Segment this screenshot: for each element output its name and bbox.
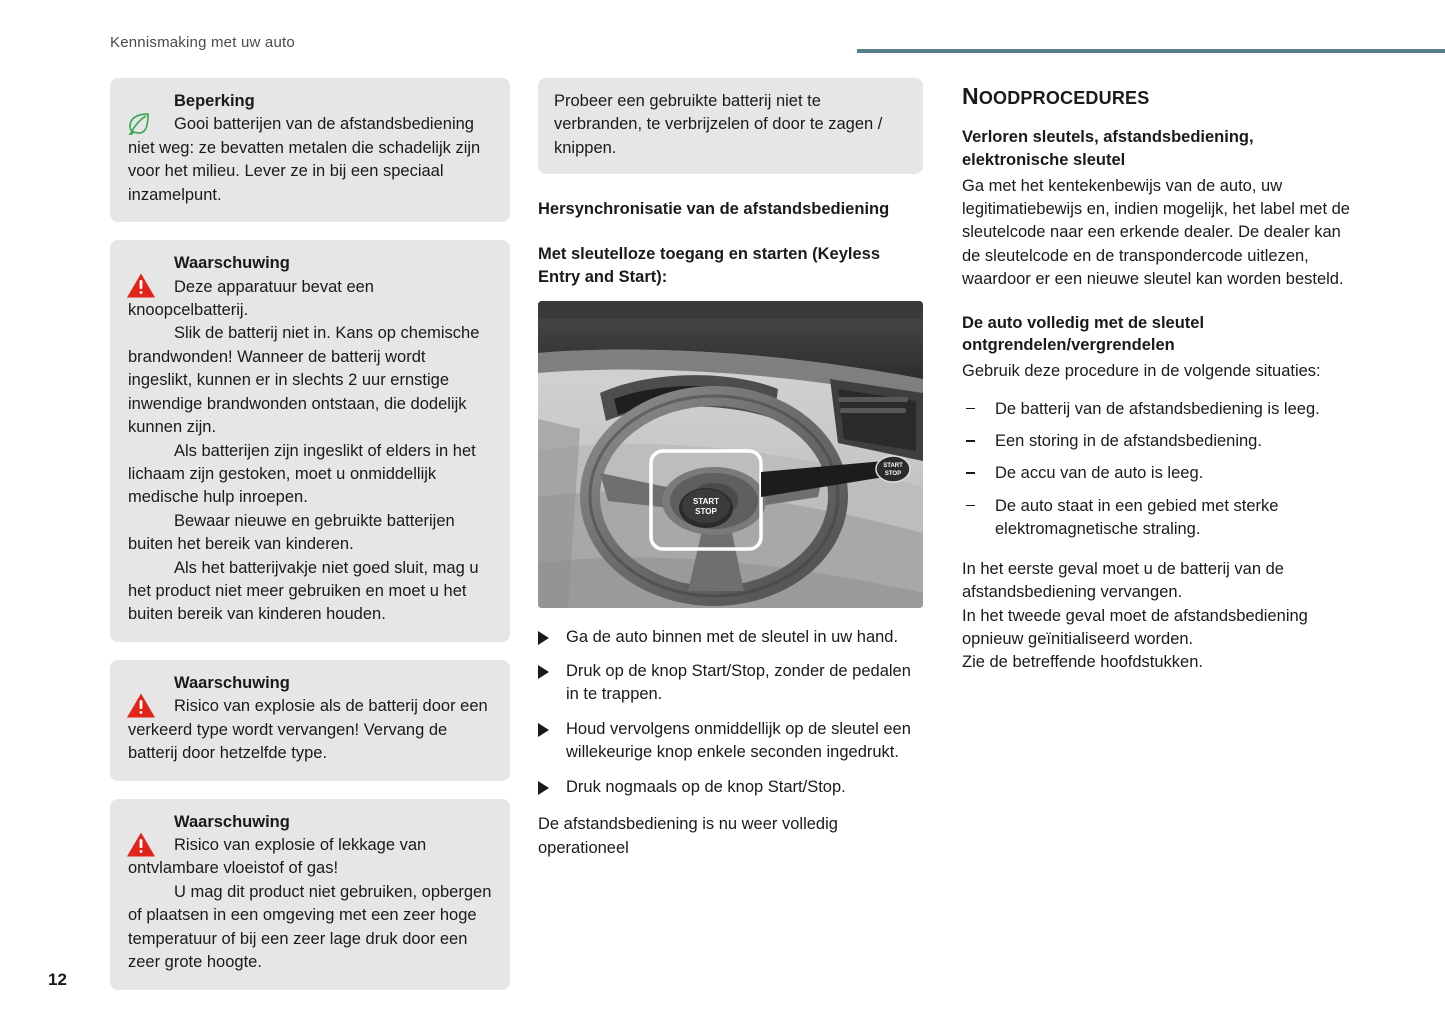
page-number: 12	[48, 970, 67, 989]
dash-bullet-icon	[966, 408, 975, 410]
callout-stop-label: STOP	[884, 470, 902, 477]
callout-title: Waarschuwing	[174, 254, 290, 273]
paragraph-verloren-sleutels: Ga met het kentekenbewijs van de auto, uw legitimatiebewijs en, indien mogelijk, het label met de sleutelcode naar een erkende dealer. De dealer kan de sleutelcode en de transpondercode uitlezen, waardoor er een nieuwe sleutel kan worden besteld.	[962, 176, 1350, 289]
list-item-label: Een storing in de afstandsbediening.	[995, 432, 1262, 451]
start-stop-button-label-line2: STOP	[695, 506, 717, 516]
callout-title: Waarschuwing	[174, 812, 290, 831]
list-item	[538, 660, 923, 707]
resync-steps-list	[538, 626, 923, 800]
list-item-label: De batterij van de afstandsbediening is leeg.	[995, 399, 1320, 418]
callout-body: Gooi batterijen van de afstandsbediening niet weg: ze bevatten metalen die schadelijk zijn voor het milieu. Lever ze in bij een speciaal inzamelpunt.	[128, 115, 481, 204]
list-item-label: Houd vervolgens onmiddellijk op de sleutel een willekeurige knop enkele seconden ingedrukt.	[566, 719, 911, 762]
list-item-label: Druk nogmaals op de knop Start/Stop.	[566, 777, 846, 796]
callout-body-2: Slik de batterij niet in. Kans op chemische brandwonden! Wanneer de batterij wordt ingeslikt, kunnen er in slechts 2 uur ernstige inwendige brandwonden ontstaan, die dodelijk kunnen zijn.	[128, 324, 480, 437]
callout-waarschuwing-lekkage	[110, 799, 510, 990]
list-item	[538, 776, 923, 799]
warning-icon	[126, 692, 158, 724]
heading-ontgrendelen: De auto volledig met de sleutel ontgrendelen/vergrendelen	[962, 313, 1205, 355]
column-middle	[538, 78, 923, 860]
triangle-bullet-icon	[538, 631, 549, 645]
start-stop-button-label-line1: START	[692, 496, 720, 506]
column-left	[110, 78, 510, 1008]
callout-body: Risico van explosie als de batterij door een verkeerd type wordt vervangen! Vervang de batterij door hetzelfde type.	[128, 697, 488, 763]
heading-keyless-entry: Met sleutelloze toegang en starten (Keyless Entry and Start):	[538, 245, 881, 286]
warning-icon	[126, 272, 158, 304]
leaf-icon	[126, 110, 158, 142]
section-title-rest: OODPROCEDURES	[978, 88, 1150, 108]
dash-bullet-icon	[966, 440, 975, 442]
paragraph-procedure-intro: Gebruik deze procedure in de volgende situaties:	[962, 362, 1321, 381]
list-item	[962, 495, 1362, 542]
heading-verloren-sleutels: Verloren sleutels, afstandsbediening, elektronische sleutel	[962, 128, 1254, 169]
callout-body-5: Als het batterijvakje niet goed sluit, mag u het product niet meer gebruiken en moet u het buiten bereik van kinderen houden.	[128, 558, 479, 624]
callout-body: Risico van explosie of lekkage van ontvlambare vloeistof of gas!	[128, 836, 427, 878]
warning-icon	[126, 831, 158, 863]
list-item-label: Druk op de knop Start/Stop, zonder de pedalen in te trappen.	[566, 661, 911, 704]
battery-disposal-note: Probeer een gebruikte batterij niet te verbranden, te verbrijzelen of door te zagen / knippen.	[538, 78, 923, 174]
list-item-label: De accu van de auto is leeg.	[995, 464, 1204, 483]
list-item-label: Ga de auto binnen met de sleutel in uw hand.	[566, 627, 899, 646]
callout-beperking	[110, 78, 510, 222]
callout-body-3: Als batterijen zijn ingeslikt of elders in het lichaam zijn gestoken, moet u onmiddellijk medische hulp inroepen.	[128, 441, 476, 507]
section-title	[962, 83, 1362, 110]
dash-bullet-icon	[966, 472, 975, 474]
list-item	[962, 430, 1362, 453]
callout-body-4: Bewaar nieuwe en gebruikte batterijen buiten het bereik van kinderen.	[128, 511, 455, 554]
callout-title: Beperking	[174, 92, 255, 110]
dash-bullet-icon	[966, 505, 975, 507]
triangle-bullet-icon	[538, 665, 549, 679]
callout-start-label: START	[883, 462, 903, 469]
list-item-label: De auto staat in een gebied met sterke elektromagnetische straling.	[995, 496, 1279, 539]
resync-closing-text: De afstandsbediening is nu weer volledig operationeel	[538, 815, 838, 857]
heading-hersynchronisatie: Hersynchronisatie van de afstandsbediening	[538, 200, 890, 219]
list-item	[538, 626, 923, 649]
paragraph-eerste-geval: In het eerste geval moet u de batterij van de afstandsbediening vervangen.	[962, 559, 1284, 602]
triangle-bullet-icon	[538, 723, 549, 737]
triangle-bullet-icon	[538, 781, 549, 795]
paragraph-tweede-geval: In het tweede geval moet de afstandsbediening opnieuw geïnitialiseerd worden.	[962, 606, 1308, 648]
header-title: Kennismaking met uw auto	[110, 34, 295, 51]
page-header	[0, 34, 1445, 58]
steering-wheel-start-stop-illustration	[538, 301, 923, 608]
paragraph-zie-hoofdstukken: Zie de betreffende hoofdstukken.	[962, 653, 1203, 672]
situations-list	[962, 398, 1362, 542]
callout-waarschuwing-knoopcel	[110, 240, 510, 642]
callout-body: Deze apparatuur bevat een knoopcelbatterij.	[128, 277, 374, 319]
list-item	[962, 462, 1362, 485]
column-right	[962, 78, 1362, 675]
section-title-initial: N	[962, 83, 979, 109]
list-item	[962, 398, 1362, 421]
callout-body-2: U mag dit product niet gebruiken, opbergen of plaatsen in een omgeving met een zeer hoge temperatuur of bij een zeer lage druk door een zeer grote hoogte.	[128, 882, 492, 972]
callout-waarschuwing-explosie-type	[110, 660, 510, 781]
list-item	[538, 718, 923, 765]
header-accent-rule	[857, 49, 1445, 53]
callout-title: Waarschuwing	[174, 673, 290, 692]
